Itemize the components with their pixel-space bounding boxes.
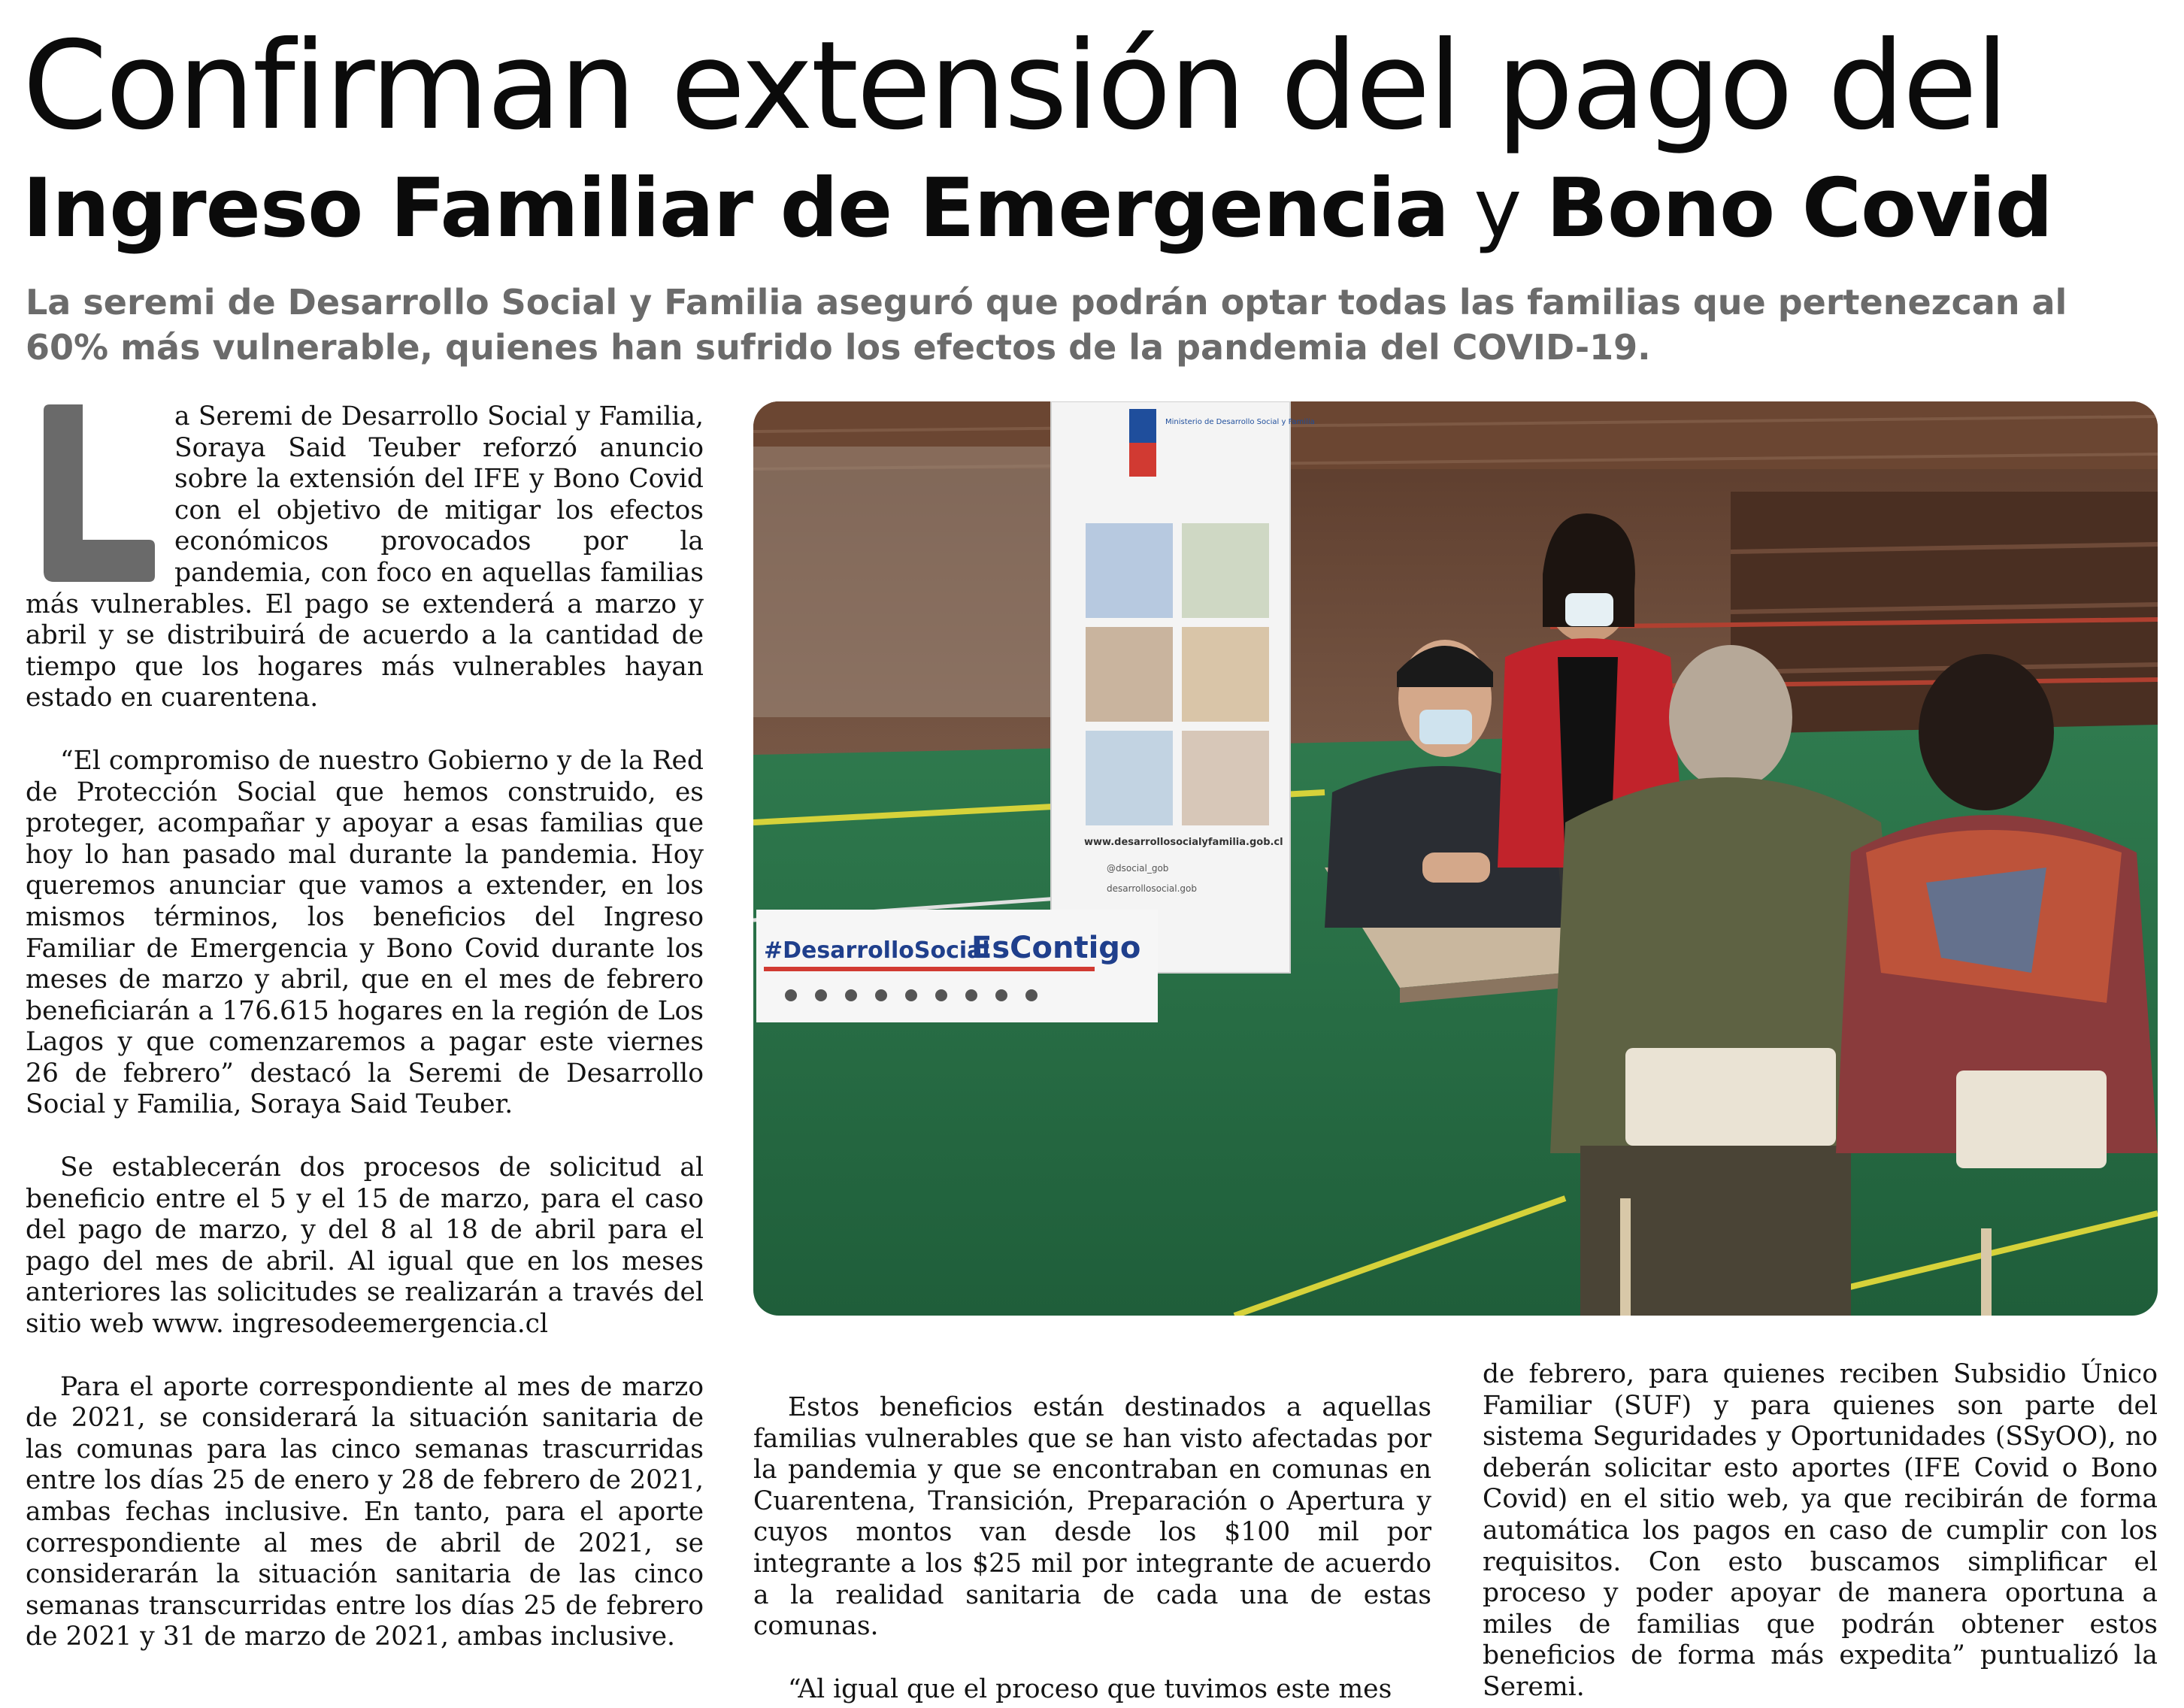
article-column-left	[26, 401, 704, 1653]
drop-cap	[26, 403, 158, 585]
rollup-social-1: @dsocial_gob	[1107, 863, 1169, 874]
article-column-middle	[753, 1392, 1431, 1705]
svg-text:L: L	[99, 511, 105, 519]
article-photo	[753, 401, 2158, 1316]
hashtag-banner-text-b: EsContigo	[971, 931, 1141, 965]
article-paragraph-6: “Al igual que el proceso que tuvimos este mes	[788, 1673, 1392, 1704]
subtitle: La seremi de Desarrollo Social y Familia aseguró que podrán optar todas las familias que pertenezcan al 60% más vulnerable, quienes han sufrido los efectos de la pandemia del COVID-19.	[26, 282, 2067, 368]
hashtag-banner-text-a: #DesarrolloSocial	[764, 937, 990, 964]
headline-ife: Ingreso Familiar de Emergencia	[23, 162, 1449, 256]
drop-cap-glyph	[44, 404, 155, 582]
article-column-right	[1483, 1359, 2158, 1703]
article-paragraph-7: de febrero, para quienes reciben Subsidio Único Familiar (SUF) y para quienes son parte del sistema Seguridades y Oportunidades (SSyOO), no deberán solicitar esto aportes (IFE Covid o Bono Covid) en el sitio web, ya que recibirán de forma automática los pagos en caso de cumplir con los requisitos. Con esto buscamos simplificar el proceso y poder apoyar de manera oportuna a miles de familias que podrán obtener estos beneficios de forma más expedita” puntualizó la Seremi.	[1483, 1359, 2158, 1702]
rollup-social-2: desarrollosocial.gob	[1107, 883, 1197, 894]
article-paragraph-5: Estos beneficios están destinados a aquellas familias vulnerables que se han visto afectadas por la pandemia y que se encontraban en comunas en Cuarentena, Transición, Preparación o Apertura y cuyos montos van desde los $100 mil por integrante a los $25 mil por integrante de acuerdo a la realidad sanitaria de cada una de estas comunas.	[753, 1392, 1431, 1642]
headline-connector: y	[1448, 162, 1546, 256]
rollup-ministry-text: Ministerio de Desarrollo Social y Familia	[1165, 418, 1315, 426]
article-paragraph-2: “El compromiso de nuestro Gobierno y de la Red de Protección Social que hemos construido, es proteger, acompañar y apoyar a esas familias que hoy lo han pasado mal durante la pandemia. Hoy queremos anunciar que vamos a extender, en los mismos términos, los beneficios del Ingreso Familiar de Emergencia y Bono Covid durante los meses de marzo y abril, que en el mes de febrero beneficiarán a 176.615 hogares en la región de Los Lagos y que comenzaremos a pagar este viernes 26 de febrero” destacó la Seremi de Desarrollo Social y Familia, Soraya Said Teuber.	[26, 745, 704, 1120]
article-paragraph-4: Para el aporte correspondiente al mes de marzo de 2021, se considerará la situación sanitaria de las comunas para las cinco semanas trascurridas entre los días 25 de enero y 28 de febrero de 2021, ambas fechas inclusive. En tanto, para el aporte correspondiente al mes de abril de 2021, se considerarán la situación sanitaria de las cinco semanas transcurridas entre los días 25 de febrero de 2021 y 31 de marzo de 2021, ambas inclusive.	[26, 1371, 704, 1652]
headline-line-2	[23, 156, 2173, 262]
headline-bono-covid: Bono Covid	[1546, 162, 2052, 256]
photo-scene	[753, 401, 2158, 1316]
article-paragraph-3: Se establecerán dos procesos de solicitud al beneficio entre el 5 y el 15 de marzo, para el caso del pago de marzo, y del 8 al 18 de abril para el pago del mes de abril. Al igual que en los meses anteriores las solicitudes se realizarán a través del sitio web www. ingresodeemergencia.cl	[26, 1152, 704, 1340]
headline-line-1: Confirman extensión del pago del	[23, 16, 2007, 157]
rollup-website: www.desarrollosocialyfamilia.gob.cl	[1084, 837, 1283, 848]
article-paragraph-1: a Seremi de Desarrollo Social y Familia, Soraya Said Teuber reforzó anuncio sobre la extensión del IFE y Bono Covid con el objetivo de mitigar los efectos económicos provocados por la pandemia, con foco en aquellas familias más vulnerables. El pago se extenderá a marzo y abril y se distribuirá de acuerdo a la cantidad de tiempo que los hogares más vulnerables hayan estado en cuarentena.	[26, 401, 704, 713]
